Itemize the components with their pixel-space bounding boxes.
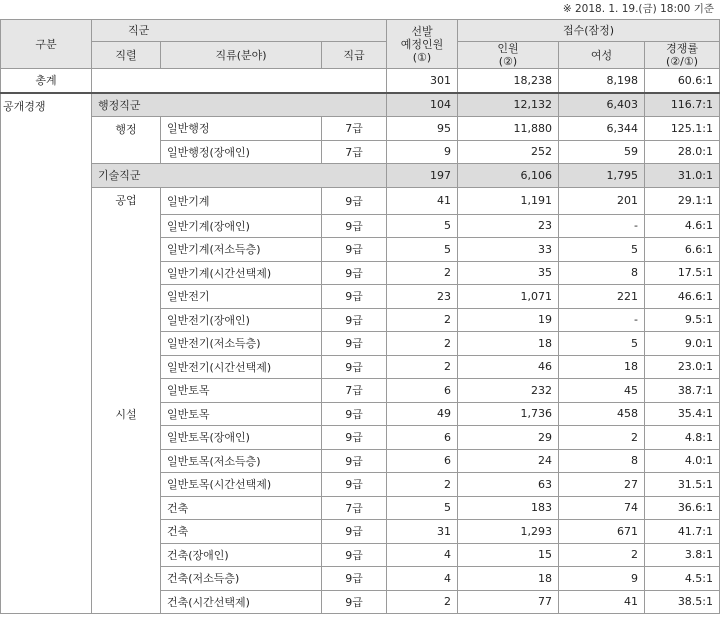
row-female: 5	[559, 332, 645, 356]
row-ratio: 4.8:1	[645, 426, 720, 450]
row-female: -	[559, 214, 645, 238]
row-female: 6,344	[559, 117, 645, 141]
row-type: 건축	[161, 496, 322, 520]
group-admin-applicants: 12,132	[458, 93, 559, 117]
total-label: 총계	[1, 69, 92, 93]
category-label: 공개경쟁	[1, 93, 92, 614]
row-type: 일반전기(저소득층)	[161, 332, 322, 356]
total-planned: 301	[387, 69, 458, 93]
row-female: 2	[559, 543, 645, 567]
group-label-tech: 기술직군	[92, 164, 387, 188]
row-type: 일반기계(저소득층)	[161, 238, 322, 262]
row-type: 일반전기(시간선택제)	[161, 355, 322, 379]
row-applicants: 18	[458, 332, 559, 356]
row-female: 2	[559, 426, 645, 450]
row-ratio: 125.1:1	[645, 117, 720, 141]
row-ratio: 31.5:1	[645, 473, 720, 497]
row-applicants: 77	[458, 590, 559, 614]
header-seonbal: 선발 예정인원 (①)	[387, 20, 458, 69]
row-applicants: 15	[458, 543, 559, 567]
reference-date-note: ※ 2018. 1. 19.(금) 18:00 기준	[562, 3, 714, 15]
table-row	[1, 187, 720, 214]
row-ratio: 29.1:1	[645, 187, 720, 214]
series-label-siseol: 시설	[92, 214, 161, 614]
group-row-tech	[1, 164, 720, 188]
table-row	[1, 117, 720, 141]
row-planned: 41	[387, 187, 458, 214]
row-grade: 9급	[322, 308, 387, 332]
header-yeoseong: 여성	[559, 42, 645, 69]
total-applicants: 18,238	[458, 69, 559, 93]
row-female: 8	[559, 261, 645, 285]
row-applicants: 183	[458, 496, 559, 520]
row-ratio: 9.0:1	[645, 332, 720, 356]
total-ratio: 60.6:1	[645, 69, 720, 93]
row-ratio: 35.4:1	[645, 402, 720, 426]
row-female: 27	[559, 473, 645, 497]
row-planned: 6	[387, 379, 458, 403]
row-planned: 2	[387, 332, 458, 356]
row-type: 건축(시간선택제)	[161, 590, 322, 614]
row-ratio: 36.6:1	[645, 496, 720, 520]
header-ratio: 경쟁률 (②/①)	[645, 42, 720, 69]
row-applicants: 19	[458, 308, 559, 332]
header-inwon: 인원 (②)	[458, 42, 559, 69]
row-ratio: 46.6:1	[645, 285, 720, 309]
row-applicants: 11,880	[458, 117, 559, 141]
row-type: 일반행정(장애인)	[161, 140, 322, 164]
row-grade: 9급	[322, 543, 387, 567]
row-planned: 2	[387, 473, 458, 497]
header-gubun: 구분	[1, 20, 92, 69]
row-planned: 9	[387, 140, 458, 164]
row-female: 221	[559, 285, 645, 309]
row-grade: 9급	[322, 402, 387, 426]
row-grade: 9급	[322, 214, 387, 238]
group-label-admin: 행정직군	[92, 93, 387, 117]
row-type: 일반행정	[161, 117, 322, 141]
header-row-2	[1, 42, 720, 69]
row-female: 8	[559, 449, 645, 473]
row-female: 9	[559, 567, 645, 591]
total-row	[1, 69, 720, 93]
row-planned: 4	[387, 567, 458, 591]
row-female: 74	[559, 496, 645, 520]
row-planned: 5	[387, 214, 458, 238]
row-grade: 9급	[322, 590, 387, 614]
row-female: 5	[559, 238, 645, 262]
group-admin-planned: 104	[387, 93, 458, 117]
row-grade: 9급	[322, 187, 387, 214]
row-type: 일반토목	[161, 379, 322, 403]
series-label-haengjeong: 행정	[92, 117, 161, 164]
row-grade: 9급	[322, 238, 387, 262]
row-applicants: 1,293	[458, 520, 559, 544]
row-grade: 9급	[322, 285, 387, 309]
group-row-admin	[1, 93, 720, 117]
row-applicants: 1,191	[458, 187, 559, 214]
row-grade: 9급	[322, 449, 387, 473]
row-applicants: 252	[458, 140, 559, 164]
row-grade: 9급	[322, 426, 387, 450]
row-female: 45	[559, 379, 645, 403]
row-type: 건축(장애인)	[161, 543, 322, 567]
row-applicants: 24	[458, 449, 559, 473]
group-tech-ratio: 31.0:1	[645, 164, 720, 188]
row-type: 일반토목	[161, 402, 322, 426]
row-ratio: 38.7:1	[645, 379, 720, 403]
row-grade: 9급	[322, 261, 387, 285]
row-female: 18	[559, 355, 645, 379]
row-type: 일반기계(시간선택제)	[161, 261, 322, 285]
row-ratio: 23.0:1	[645, 355, 720, 379]
header-jikryu: 직류(분야)	[161, 42, 322, 69]
row-applicants: 1,736	[458, 402, 559, 426]
row-type: 일반기계	[161, 187, 322, 214]
row-female: 41	[559, 590, 645, 614]
group-tech-planned: 197	[387, 164, 458, 188]
header-row-1	[1, 20, 720, 42]
group-tech-female: 1,795	[559, 164, 645, 188]
row-planned: 5	[387, 496, 458, 520]
row-planned: 23	[387, 285, 458, 309]
row-applicants: 18	[458, 567, 559, 591]
row-ratio: 4.6:1	[645, 214, 720, 238]
row-planned: 31	[387, 520, 458, 544]
row-grade: 7급	[322, 379, 387, 403]
header-jeopsu: 접수(잠정)	[458, 20, 720, 42]
row-planned: 4	[387, 543, 458, 567]
header-jikgun: 직군	[92, 20, 387, 42]
row-ratio: 17.5:1	[645, 261, 720, 285]
row-type: 건축	[161, 520, 322, 544]
row-applicants: 1,071	[458, 285, 559, 309]
total-female: 8,198	[559, 69, 645, 93]
row-ratio: 4.5:1	[645, 567, 720, 591]
row-type: 일반토목(저소득층)	[161, 449, 322, 473]
row-planned: 95	[387, 117, 458, 141]
row-grade: 7급	[322, 117, 387, 141]
header-jikgeup: 직급	[322, 42, 387, 69]
row-grade: 9급	[322, 567, 387, 591]
row-grade: 7급	[322, 140, 387, 164]
row-ratio: 38.5:1	[645, 590, 720, 614]
row-applicants: 35	[458, 261, 559, 285]
row-applicants: 23	[458, 214, 559, 238]
table-row	[1, 214, 720, 238]
row-planned: 49	[387, 402, 458, 426]
row-female: 59	[559, 140, 645, 164]
group-admin-female: 6,403	[559, 93, 645, 117]
row-grade: 9급	[322, 332, 387, 356]
row-planned: 5	[387, 238, 458, 262]
row-grade: 9급	[322, 520, 387, 544]
row-type: 일반토목(시간선택제)	[161, 473, 322, 497]
row-ratio: 9.5:1	[645, 308, 720, 332]
row-female: 458	[559, 402, 645, 426]
row-ratio: 41.7:1	[645, 520, 720, 544]
row-applicants: 29	[458, 426, 559, 450]
header-jikryeol: 직렬	[92, 42, 161, 69]
row-female: 671	[559, 520, 645, 544]
row-type: 일반기계(장애인)	[161, 214, 322, 238]
row-female: 201	[559, 187, 645, 214]
row-applicants: 46	[458, 355, 559, 379]
row-planned: 6	[387, 449, 458, 473]
row-grade: 7급	[322, 496, 387, 520]
group-tech-applicants: 6,106	[458, 164, 559, 188]
group-admin-ratio: 116.7:1	[645, 93, 720, 117]
row-ratio: 4.0:1	[645, 449, 720, 473]
row-ratio: 3.8:1	[645, 543, 720, 567]
row-type: 건축(저소득층)	[161, 567, 322, 591]
row-type: 일반전기(장애인)	[161, 308, 322, 332]
row-planned: 2	[387, 590, 458, 614]
row-grade: 9급	[322, 473, 387, 497]
row-ratio: 6.6:1	[645, 238, 720, 262]
row-applicants: 33	[458, 238, 559, 262]
row-planned: 2	[387, 261, 458, 285]
row-ratio: 28.0:1	[645, 140, 720, 164]
row-planned: 2	[387, 308, 458, 332]
recruitment-table	[0, 19, 720, 614]
row-applicants: 232	[458, 379, 559, 403]
series-label-gongeop: 공업	[92, 187, 161, 214]
row-planned: 2	[387, 355, 458, 379]
row-type: 일반토목(장애인)	[161, 426, 322, 450]
row-applicants: 63	[458, 473, 559, 497]
row-planned: 6	[387, 426, 458, 450]
row-type: 일반전기	[161, 285, 322, 309]
row-female: -	[559, 308, 645, 332]
row-grade: 9급	[322, 355, 387, 379]
